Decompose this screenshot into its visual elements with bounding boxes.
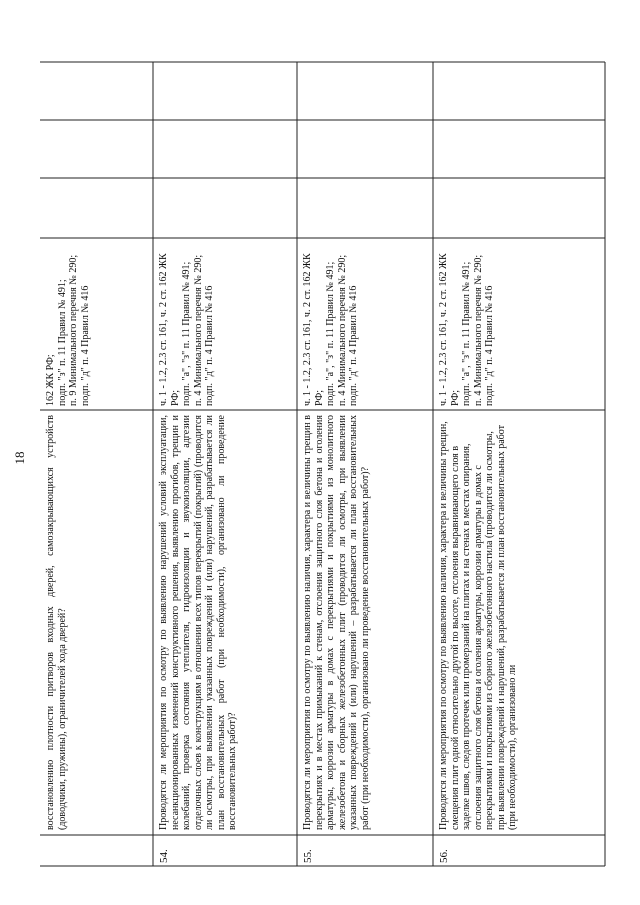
table-row xyxy=(433,410,605,835)
question-cell: восстановлению плотности притворов входных дверей, самозакрывающихся устройств (доводчики, пружины), ограничителей хода дверей? xyxy=(45,415,68,830)
question-cell: Проводятся ли мероприятия по осмотру по выявлению наличия, характера и величины трещин в перекрытиях и в местах примыканий к стенам, отслоения защитного слоя бетона и оголения арматуры, коррозии арматуры в домах с перекрытиями и покрытиями из монолитного железобетона и сборных железобетонных плит (проводится ли осмотры, при выявлении указанных повреждений и (или) нарушений – разрабатывается ли план восстановительных работ (при необходимости), организовано ли проведение восстановительных работ)? xyxy=(302,415,371,830)
row-number-cell xyxy=(433,835,605,866)
row-number: 55. xyxy=(302,849,314,863)
law-cell: 162 ЖК РФ; подп. "з" п. 11 Правил № 491; п. 9 Минимального перечня № 290; подп. "д" п. 4 Правил № 416 xyxy=(45,254,91,406)
question-cell: Проводятся ли мероприятия по осмотру по выявлению нарушений условий эксплуатации, несанкционированных изменений конструктивного решения, выявлению прогибов, трещин и колебаний, проверка состояния утеплителя, гидроизоляции и звукоизоляции, адгезии отделочных слоев к конструкциям в отношении всех типов перекрытий (покрытий) (проводится ли осмотры, при выявлении указанных повреждений и (или) нарушений, разрабатывается ли план восстановительных работ (при необходимости), организовано ли проведение восстановительных работ)? xyxy=(158,415,238,830)
row-number: 56. xyxy=(438,849,450,863)
law-cell: ч. 1 - 1.2, 2.3 ст. 161, ч. 2 ст. 162 ЖК РФ; подп. "а", "з" п. 11 Правил № 491; п. 4 Минимального перечня № 290; подп. "д" п. 4 Правил № 416 xyxy=(158,253,215,406)
law-cell-wrap xyxy=(297,238,433,410)
law-cell: ч. 1 - 1.2, 2.3 ст. 161, ч. 2 ст. 162 ЖК РФ; подп. "а", "з" п. 11 Правил № 491; п. 4 Минимального перечня № 290; подп. "д" п. 4 Правил № 416 xyxy=(302,253,359,406)
law-cell: ч. 1 - 1.2, 2.3 ст. 161, ч. 2 ст. 162 ЖК РФ; подп. "а", "з" п. 11 Правил № 491; п. 4 Минимального перечня № 290; подп. "д" п. 4 Правил № 416 xyxy=(438,253,495,406)
law-cell-wrap xyxy=(433,238,605,410)
row-number-cell xyxy=(297,835,433,866)
table-row xyxy=(297,410,433,835)
law-cell-wrap xyxy=(40,238,153,410)
page-number: 18 xyxy=(12,451,27,465)
law-cell-wrap xyxy=(153,238,297,410)
table-row xyxy=(153,410,297,835)
table-row xyxy=(40,410,153,835)
row-number-cell xyxy=(153,835,297,866)
row-number: 54. xyxy=(158,849,170,863)
question-cell: Проводятся ли мероприятия по осмотру по выявлению наличия, характера и величины трещин, смещения плит одной относительно другой по высоте, отслоения выравнивающего слоя в заделке швов, следов протечек или промерзаний на плитах и на стенах в местах опирания, отслоения защитного слоя бетона и оголения арматуры, коррозии арматуры в домах с перекрытиями и покрытиями из сборного железобетонного настила (проводится ли осмотры, при выявлении повреждений и нарушений, разрабатывается ли план восстановительных работ (при необходимости), организовано ли xyxy=(438,421,518,830)
